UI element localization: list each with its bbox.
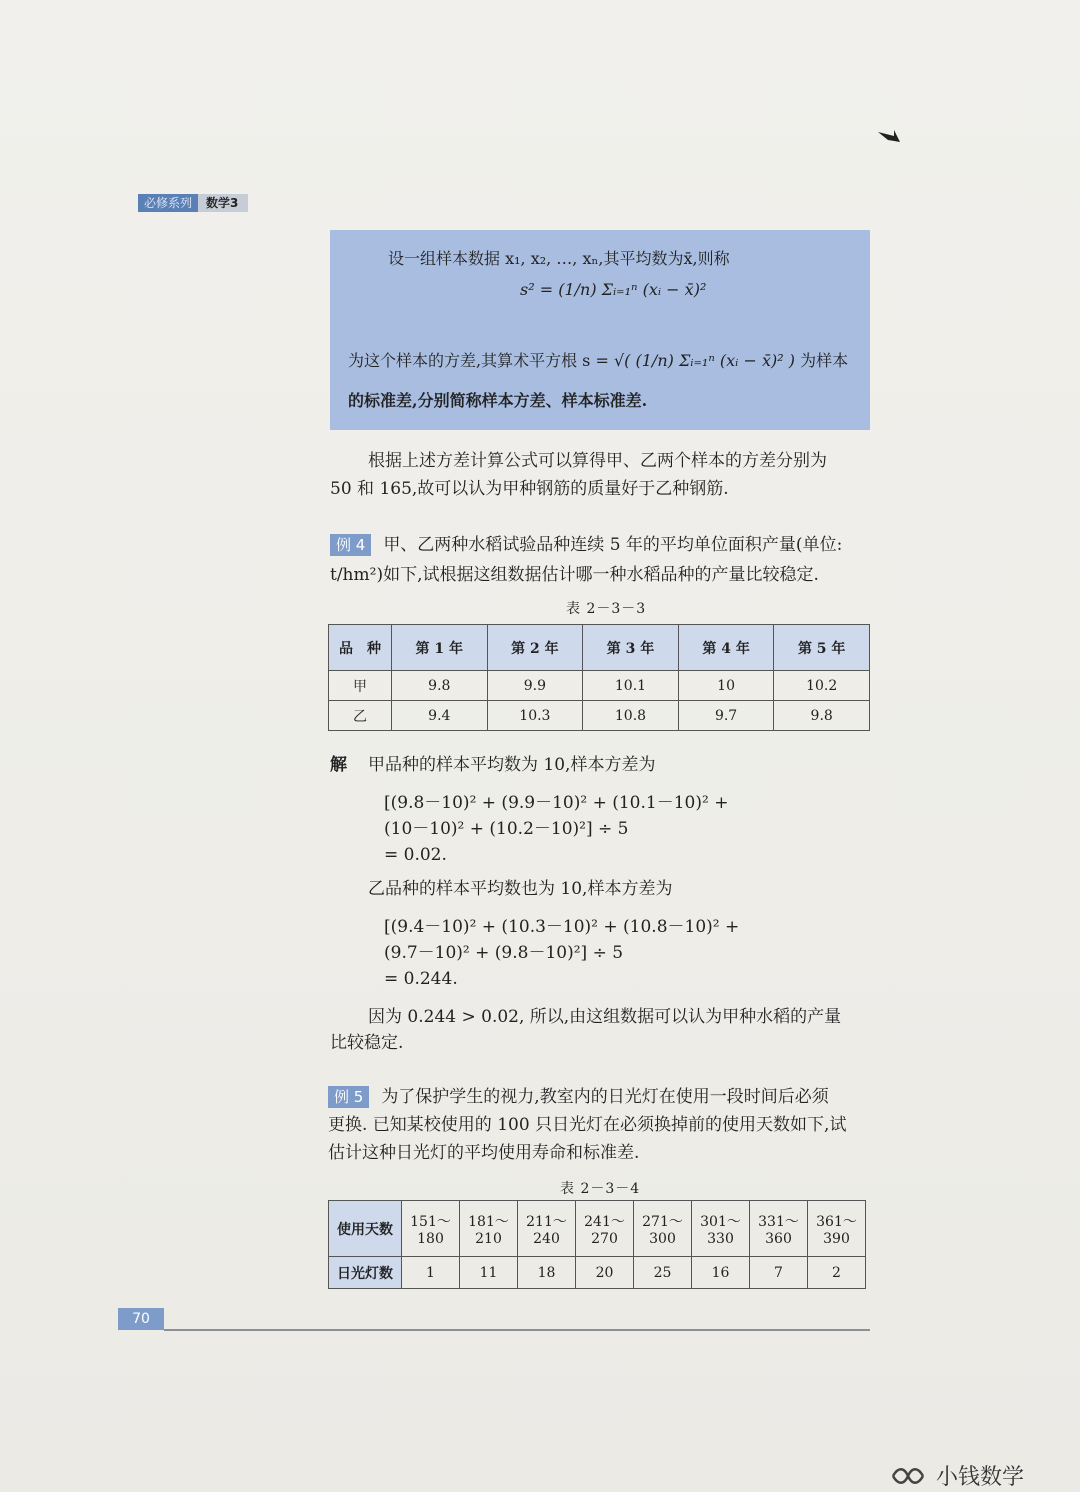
book-label: 数学3 — [198, 194, 248, 212]
table3-cell: 甲 — [329, 671, 392, 701]
table3 — [328, 624, 870, 731]
std-formula: √( (1/n) Σᵢ₌₁ⁿ (xᵢ − x̄)² ) — [613, 351, 795, 370]
table3-cell: 9.7 — [678, 701, 774, 731]
table4-count-cell: 11 — [460, 1257, 518, 1289]
table3-header: 第 4 年 — [678, 625, 774, 671]
conclusion-line2: 比较稳定. — [330, 1033, 404, 1053]
table3-cell: 9.8 — [774, 701, 870, 731]
solution-calc1c: = 0.02. — [384, 845, 447, 865]
wechat-channel-icon — [890, 1465, 926, 1487]
range-end: 330 — [707, 1230, 734, 1247]
table3-cell: 9.9 — [487, 671, 583, 701]
table4-range-cell — [634, 1201, 692, 1257]
definition-line3-pre: 为这个样本的方差,其算术平方根 s = — [348, 351, 609, 370]
example5-tag: 例 5 — [328, 1086, 369, 1108]
example5-line2: 更换. 已知某校使用的 100 只日光灯在必须换掉前的使用天数如下,试 — [328, 1115, 847, 1135]
definition-line3 — [348, 348, 848, 371]
range-start: 301～ — [700, 1213, 741, 1230]
range-end: 210 — [475, 1230, 502, 1247]
example4-line2: t/hm²)如下,试根据这组数据估计哪一种水稻品种的产量比较稳定. — [330, 565, 819, 585]
table4-count-cell: 25 — [634, 1257, 692, 1289]
range-end: 270 — [591, 1230, 618, 1247]
table4-count-cell: 7 — [750, 1257, 808, 1289]
example5-text1: 为了保护学生的视力,教室内的日光灯在使用一段时间后必须 — [381, 1087, 829, 1107]
range-end: 180 — [417, 1230, 444, 1247]
table4-count-cell: 1 — [402, 1257, 460, 1289]
page-number: 70 — [118, 1308, 164, 1330]
example4-text1: 甲、乙两种水稻试验品种连续 5 年的平均单位面积产量(单位: — [383, 535, 843, 555]
solution-line2: 乙品种的样本平均数也为 10,样本方差为 — [368, 879, 673, 899]
range-end: 240 — [533, 1230, 560, 1247]
table4-row-head: 日光灯数 — [329, 1257, 402, 1289]
solution-calc2c: = 0.244. — [384, 969, 458, 989]
series-label: 必修系列 — [138, 194, 198, 212]
table4-range-cell — [750, 1201, 808, 1257]
range-start: 331～ — [758, 1213, 799, 1230]
table3-caption: 表 2－3－3 — [566, 601, 647, 617]
range-start: 211～ — [526, 1213, 567, 1230]
range-start: 241～ — [584, 1213, 625, 1230]
table4-row-head: 使用天数 — [329, 1201, 402, 1257]
table3-row — [329, 671, 870, 701]
range-end: 360 — [765, 1230, 792, 1247]
range-end: 390 — [823, 1230, 850, 1247]
solution-calc1a: [(9.8－10)² + (9.9－10)² + (10.1－10)² + — [384, 793, 729, 813]
table3-cell: 10.1 — [583, 671, 679, 701]
example5-line3: 估计这种日光灯的平均使用寿命和标准差. — [328, 1143, 640, 1163]
table3-cell: 9.4 — [392, 701, 488, 731]
table4-caption: 表 2－3－4 — [560, 1181, 641, 1197]
table3-cell: 10 — [678, 671, 774, 701]
table4-range-cell — [402, 1201, 460, 1257]
table3-header: 品 种 — [329, 625, 392, 671]
table3-cell: 10.2 — [774, 671, 870, 701]
example5-line1 — [328, 1082, 829, 1112]
table3-cell: 10.8 — [583, 701, 679, 731]
definition-box — [330, 230, 870, 430]
solution-calc2b: (9.7－10)² + (9.8－10)²] ÷ 5 — [384, 943, 624, 963]
table4-row-counts — [329, 1257, 866, 1289]
table3-header-row — [329, 625, 870, 671]
definition-line4: 的标准差,分别简称样本方差、样本标准差. — [348, 391, 648, 410]
para1-line2: 50 和 165,故可以认为甲种钢筋的质量好于乙种钢筋. — [330, 479, 729, 499]
definition-line3-post: 为样本 — [800, 351, 849, 370]
table3-cell: 乙 — [329, 701, 392, 731]
variance-formula: s² = (1/n) Σᵢ₌₁ⁿ (xᵢ − x̄)² — [520, 280, 707, 299]
footer-rule — [164, 1329, 870, 1331]
range-start: 271～ — [642, 1213, 683, 1230]
solution-calc1b: (10－10)² + (10.2－10)²] ÷ 5 — [384, 819, 629, 839]
table4-row-days — [329, 1201, 866, 1257]
table4-count-cell: 2 — [808, 1257, 866, 1289]
corner-mark-icon — [878, 128, 900, 142]
table4 — [328, 1200, 866, 1289]
table4-range-cell — [692, 1201, 750, 1257]
para1-line1: 根据上述方差计算公式可以算得甲、乙两个样本的方差分别为 — [368, 451, 827, 471]
watermark-text: 小钱数学 — [936, 1465, 1025, 1490]
table4-count-cell: 16 — [692, 1257, 750, 1289]
table4-range-cell — [518, 1201, 576, 1257]
watermark — [890, 1460, 1024, 1491]
table3-row — [329, 701, 870, 731]
table3-header: 第 5 年 — [774, 625, 870, 671]
table3-header: 第 3 年 — [583, 625, 679, 671]
table3-header: 第 2 年 — [487, 625, 583, 671]
range-end: 300 — [649, 1230, 676, 1247]
example4-tag: 例 4 — [330, 534, 371, 556]
range-start: 181～ — [468, 1213, 509, 1230]
book-header — [138, 194, 248, 212]
table4-count-cell: 20 — [576, 1257, 634, 1289]
range-start: 151～ — [410, 1213, 451, 1230]
table3-cell: 10.3 — [487, 701, 583, 731]
table4-range-cell — [460, 1201, 518, 1257]
solution-label: 解 — [330, 755, 347, 775]
solution-line1: 甲品种的样本平均数为 10,样本方差为 — [368, 755, 656, 775]
solution-calc2a: [(9.4－10)² + (10.3－10)² + (10.8－10)² + — [384, 917, 740, 937]
example4-line1 — [330, 530, 842, 560]
range-start: 361～ — [816, 1213, 857, 1230]
table4-count-cell: 18 — [518, 1257, 576, 1289]
definition-line1: 设一组样本数据 x₁, x₂, …, xₙ,其平均数为x̄,则称 — [388, 249, 730, 268]
table4-range-cell — [576, 1201, 634, 1257]
table3-header: 第 1 年 — [392, 625, 488, 671]
table3-cell: 9.8 — [392, 671, 488, 701]
table4-range-cell — [808, 1201, 866, 1257]
conclusion-line1: 因为 0.244 > 0.02, 所以,由这组数据可以认为甲种水稻的产量 — [368, 1007, 842, 1027]
